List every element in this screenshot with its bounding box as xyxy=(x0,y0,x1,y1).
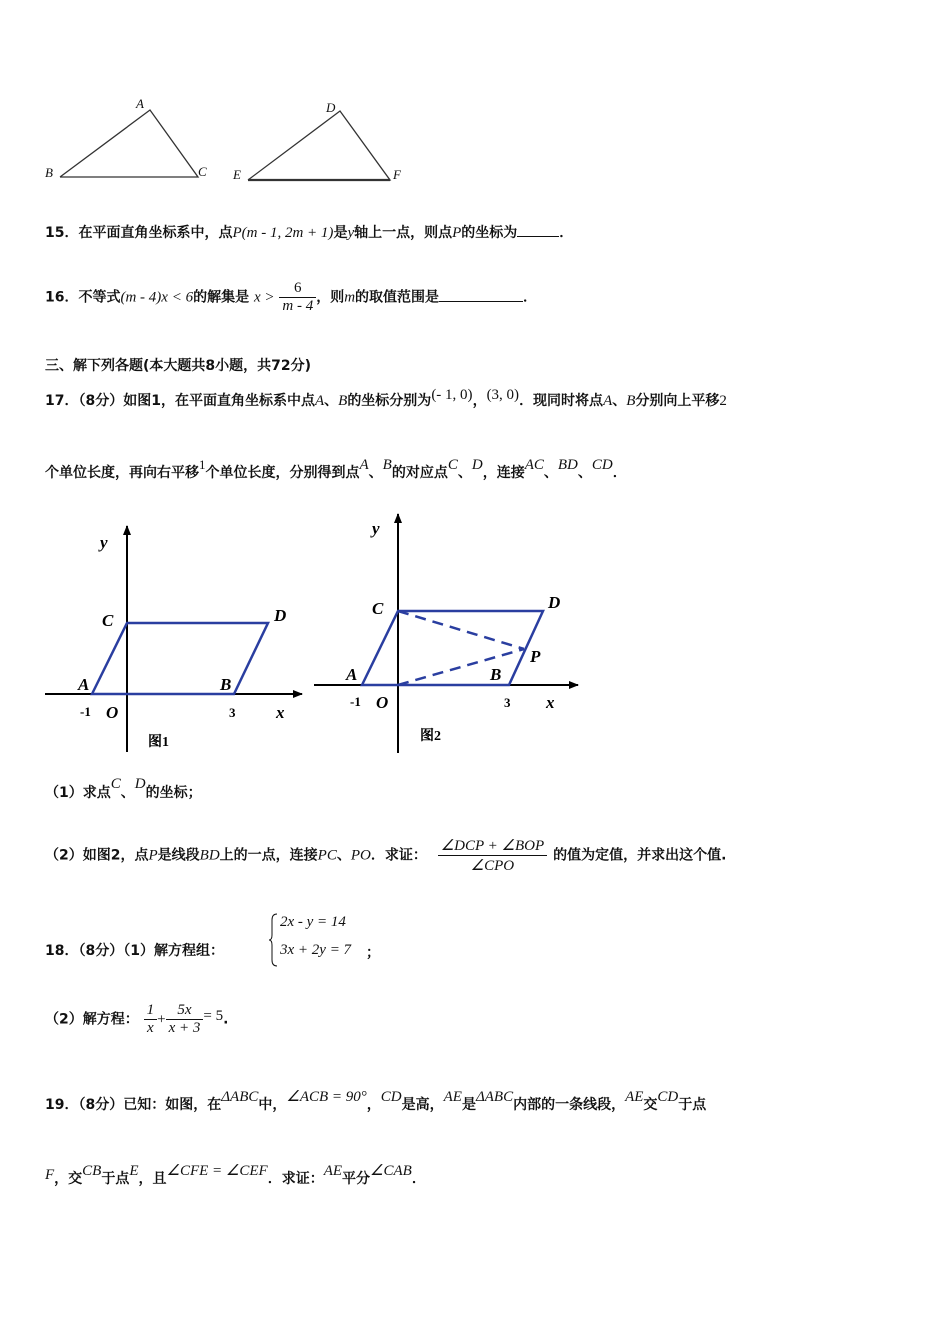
question-19-line1 xyxy=(45,1089,707,1114)
q19-text: 平分 xyxy=(342,1171,371,1187)
q15-text: 的坐标为 xyxy=(461,225,518,241)
axis-label-x: x xyxy=(546,693,555,712)
q17-text: （1）求点 xyxy=(45,785,111,801)
q16-number: 16． xyxy=(45,289,79,306)
q19-triangle: ΔABC xyxy=(475,1089,514,1105)
q19-CD: CD xyxy=(657,1089,679,1105)
question-18-line1 xyxy=(45,940,224,960)
q18-rhs: = 5 xyxy=(203,1007,224,1024)
answer-blank[interactable] xyxy=(517,236,559,237)
q16-text: 的解集是 xyxy=(193,289,250,306)
q15-text: 轴上一点，则点 xyxy=(354,225,453,241)
q17-text: 分别向上平移 xyxy=(635,393,720,409)
q19-text: ，交 xyxy=(54,1171,83,1187)
q17-A: A xyxy=(314,393,325,409)
q17-comma: ， xyxy=(472,393,487,409)
q19-angle: ∠ACB = 90° xyxy=(286,1089,367,1105)
q17-CD: CD xyxy=(591,457,613,473)
point-label-b: B xyxy=(220,675,232,694)
q17-sep: 、 xyxy=(577,465,592,481)
tick-label-3: 3 xyxy=(504,695,511,710)
q17-AC: AC xyxy=(524,457,544,473)
q18-text: （8分）（1）解方程组： xyxy=(78,943,224,959)
q16-text: ，则 xyxy=(316,289,345,306)
q18-frac1-den: x xyxy=(147,1020,154,1036)
q19-angle-eq: ∠CFE = ∠CEF xyxy=(166,1163,268,1179)
question-17-line2 xyxy=(45,457,627,482)
q17-text: 上的一点，连接 xyxy=(219,847,318,864)
q17-text: 的坐标； xyxy=(145,785,202,801)
q17-text: 个单位长度，分别得到点 xyxy=(205,465,360,481)
q17-sep: 、 xyxy=(336,847,351,864)
q19-CD: CD xyxy=(380,1089,402,1105)
q15-text: 在平面直角坐标系中，点 xyxy=(78,225,233,241)
q17-coord-a: (- 1, 0) xyxy=(431,387,473,403)
q17-text: 的对应点 xyxy=(391,465,448,481)
q19-end: ． xyxy=(411,1171,426,1187)
q17-text: 个单位长度，再向右平移 xyxy=(45,465,199,481)
q17-C: C xyxy=(447,457,458,473)
answer-blank[interactable] xyxy=(439,301,523,302)
triangles-figure xyxy=(40,95,420,190)
q15-text: 是 xyxy=(333,225,348,241)
q17-fraction xyxy=(438,836,547,875)
q15-point: P xyxy=(232,225,242,241)
q17-text: ．现同时将点 xyxy=(519,393,604,409)
tri2-label-e: E xyxy=(233,167,241,182)
q17-sep: 、 xyxy=(612,393,627,409)
point-label-d: D xyxy=(274,606,287,625)
q19-AE: AE xyxy=(323,1163,343,1179)
q16-end: ． xyxy=(523,289,538,306)
q17-text: （2）如图2，点 xyxy=(45,847,149,864)
q17-C: C xyxy=(110,776,121,792)
q17-frac-den: ∠CPO xyxy=(470,858,515,874)
q19-text: ， xyxy=(366,1097,381,1113)
question-15 xyxy=(45,222,573,242)
question-17-line1 xyxy=(45,387,727,410)
q17-sep: 、 xyxy=(368,465,383,481)
q18-fraction-2 xyxy=(166,1002,204,1037)
q17-end: ． xyxy=(612,465,627,481)
point-label-b: B xyxy=(490,665,502,684)
q16-m: m xyxy=(344,289,356,306)
axis-label-y: y xyxy=(372,519,380,538)
segment-cp xyxy=(398,611,524,649)
q17-text: 是线段 xyxy=(157,847,200,864)
segment-op xyxy=(398,649,524,685)
q19-text: ，且 xyxy=(138,1171,167,1187)
q15-number: 15． xyxy=(45,225,79,241)
axis-label-y: y xyxy=(100,533,108,552)
q19-text: 是高， xyxy=(401,1097,444,1113)
tri2-label-d: D xyxy=(326,100,336,115)
q16-text: 的取值范围是 xyxy=(355,289,440,306)
q19-CB: CB xyxy=(82,1163,102,1179)
figure-caption: 图2 xyxy=(420,729,441,744)
q19-text: ．求证： xyxy=(267,1171,324,1187)
q17-text: 的坐标分别为 xyxy=(347,393,432,409)
q17-B: B xyxy=(382,457,392,473)
figure-1 xyxy=(40,520,315,755)
q17-B: B xyxy=(338,393,348,409)
point-label-p: P xyxy=(530,647,541,666)
question-17-part1 xyxy=(45,776,202,802)
origin-label: O xyxy=(106,703,119,722)
point-label-c: C xyxy=(102,611,114,630)
q15-end: ． xyxy=(559,225,574,241)
question-18-part2 xyxy=(45,1002,228,1037)
q17-frac-num: ∠DCP + ∠BOP xyxy=(438,836,547,856)
q18-text: （2）解方程： xyxy=(45,1011,139,1028)
q19-triangle: ΔABC xyxy=(221,1089,259,1105)
q18-frac2-num: 5x xyxy=(166,1002,204,1020)
section-heading: 三、解下列各题(本大题共8小题，共72分) xyxy=(45,358,312,374)
q19-F: F xyxy=(45,1167,55,1183)
q17-coord-b: (3, 0) xyxy=(486,387,520,403)
q16-text: 不等式 xyxy=(78,289,121,306)
q17-D: D xyxy=(134,776,146,792)
tick-label-minus1: -1 xyxy=(80,704,91,719)
question-16 xyxy=(45,280,537,315)
q17-sep: 、 xyxy=(324,393,339,409)
q18-frac2-den: x + 3 xyxy=(168,1020,201,1036)
parallelogram xyxy=(92,623,268,694)
point-label-d: D xyxy=(548,593,561,612)
question-19-line2 xyxy=(45,1163,426,1188)
q16-frac-num: 6 xyxy=(279,280,316,298)
q17-sep: 、 xyxy=(457,465,472,481)
q16-x-gt: x > xyxy=(253,289,275,306)
q17-number: 17． xyxy=(45,393,79,409)
semicolon: ； xyxy=(366,945,380,961)
q17-A: A xyxy=(603,393,613,409)
q16-fraction xyxy=(279,280,316,315)
q19-number: 19． xyxy=(45,1097,79,1113)
q15-point: P xyxy=(452,225,462,241)
q17-A: A xyxy=(359,457,369,473)
q17-B: B xyxy=(626,393,636,409)
q17-sep: 、 xyxy=(120,785,135,801)
q16-inequality: (m - 4)x < 6 xyxy=(120,289,194,306)
q17-BD: BD xyxy=(199,847,220,864)
q19-text: 中， xyxy=(258,1097,287,1113)
q19-AE: AE xyxy=(443,1089,462,1105)
q18-number: 18． xyxy=(45,943,79,959)
q18-frac1-num: 1 xyxy=(144,1002,158,1020)
brace-icon xyxy=(268,912,278,968)
tri2-label-f: F xyxy=(393,167,401,182)
tri1-label-b: B xyxy=(45,165,53,180)
q19-text: 于点 xyxy=(101,1171,130,1187)
figure-caption: 图1 xyxy=(148,735,169,750)
q17-one: 1 xyxy=(199,457,206,472)
point-label-c: C xyxy=(372,599,384,618)
q18-end: . xyxy=(223,1011,229,1028)
q19-text: 是 xyxy=(461,1097,476,1113)
tri1-label-c: C xyxy=(198,164,207,179)
tri1-label-a: A xyxy=(136,96,144,111)
equation-2: 3x + 2y = 7 xyxy=(280,942,352,958)
q16-frac-den: m - 4 xyxy=(282,298,314,314)
point-label-a: A xyxy=(346,665,358,684)
axis-label-x: x xyxy=(276,703,285,722)
q19-angle-cab: ∠CAB xyxy=(370,1163,412,1179)
q18-fraction-1 xyxy=(144,1002,158,1037)
figure-2 xyxy=(310,510,585,755)
q17-text: ，连接 xyxy=(482,465,525,481)
q17-text: （8分）如图1，在平面直角坐标系中点 xyxy=(78,393,315,409)
q19-text: （8分）已知：如图，在 xyxy=(78,1097,222,1113)
q17-BD: BD xyxy=(557,457,578,473)
q17-two: 2 xyxy=(719,393,727,409)
q17-PC: PC xyxy=(317,847,337,864)
origin-label: O xyxy=(376,693,389,712)
equation-1: 2x - y = 14 xyxy=(280,914,346,930)
tick-label-minus1: -1 xyxy=(350,694,361,709)
q17-PO: PO xyxy=(350,847,371,864)
q17-text: 的值为定值，并求出这个值. xyxy=(553,847,727,864)
q17-text: ．求证： xyxy=(370,847,427,864)
q19-text: 内部的一条线段， xyxy=(513,1097,626,1113)
point-label-a: A xyxy=(78,675,90,694)
question-17-part2 xyxy=(45,836,726,875)
q15-coords: (m - 1, 2m + 1) xyxy=(241,225,334,241)
q19-AE: AE xyxy=(625,1089,644,1105)
q19-text: 交 xyxy=(643,1097,658,1113)
q19-text: 于点 xyxy=(678,1097,707,1113)
tick-label-3: 3 xyxy=(229,705,236,720)
parallelogram xyxy=(362,611,543,685)
q15-y: y xyxy=(347,225,355,241)
q17-sep: 、 xyxy=(543,465,558,481)
q19-E: E xyxy=(129,1163,139,1179)
q17-D: D xyxy=(471,457,483,473)
q17-P: P xyxy=(148,847,158,864)
q18-plus: + xyxy=(157,1011,166,1028)
